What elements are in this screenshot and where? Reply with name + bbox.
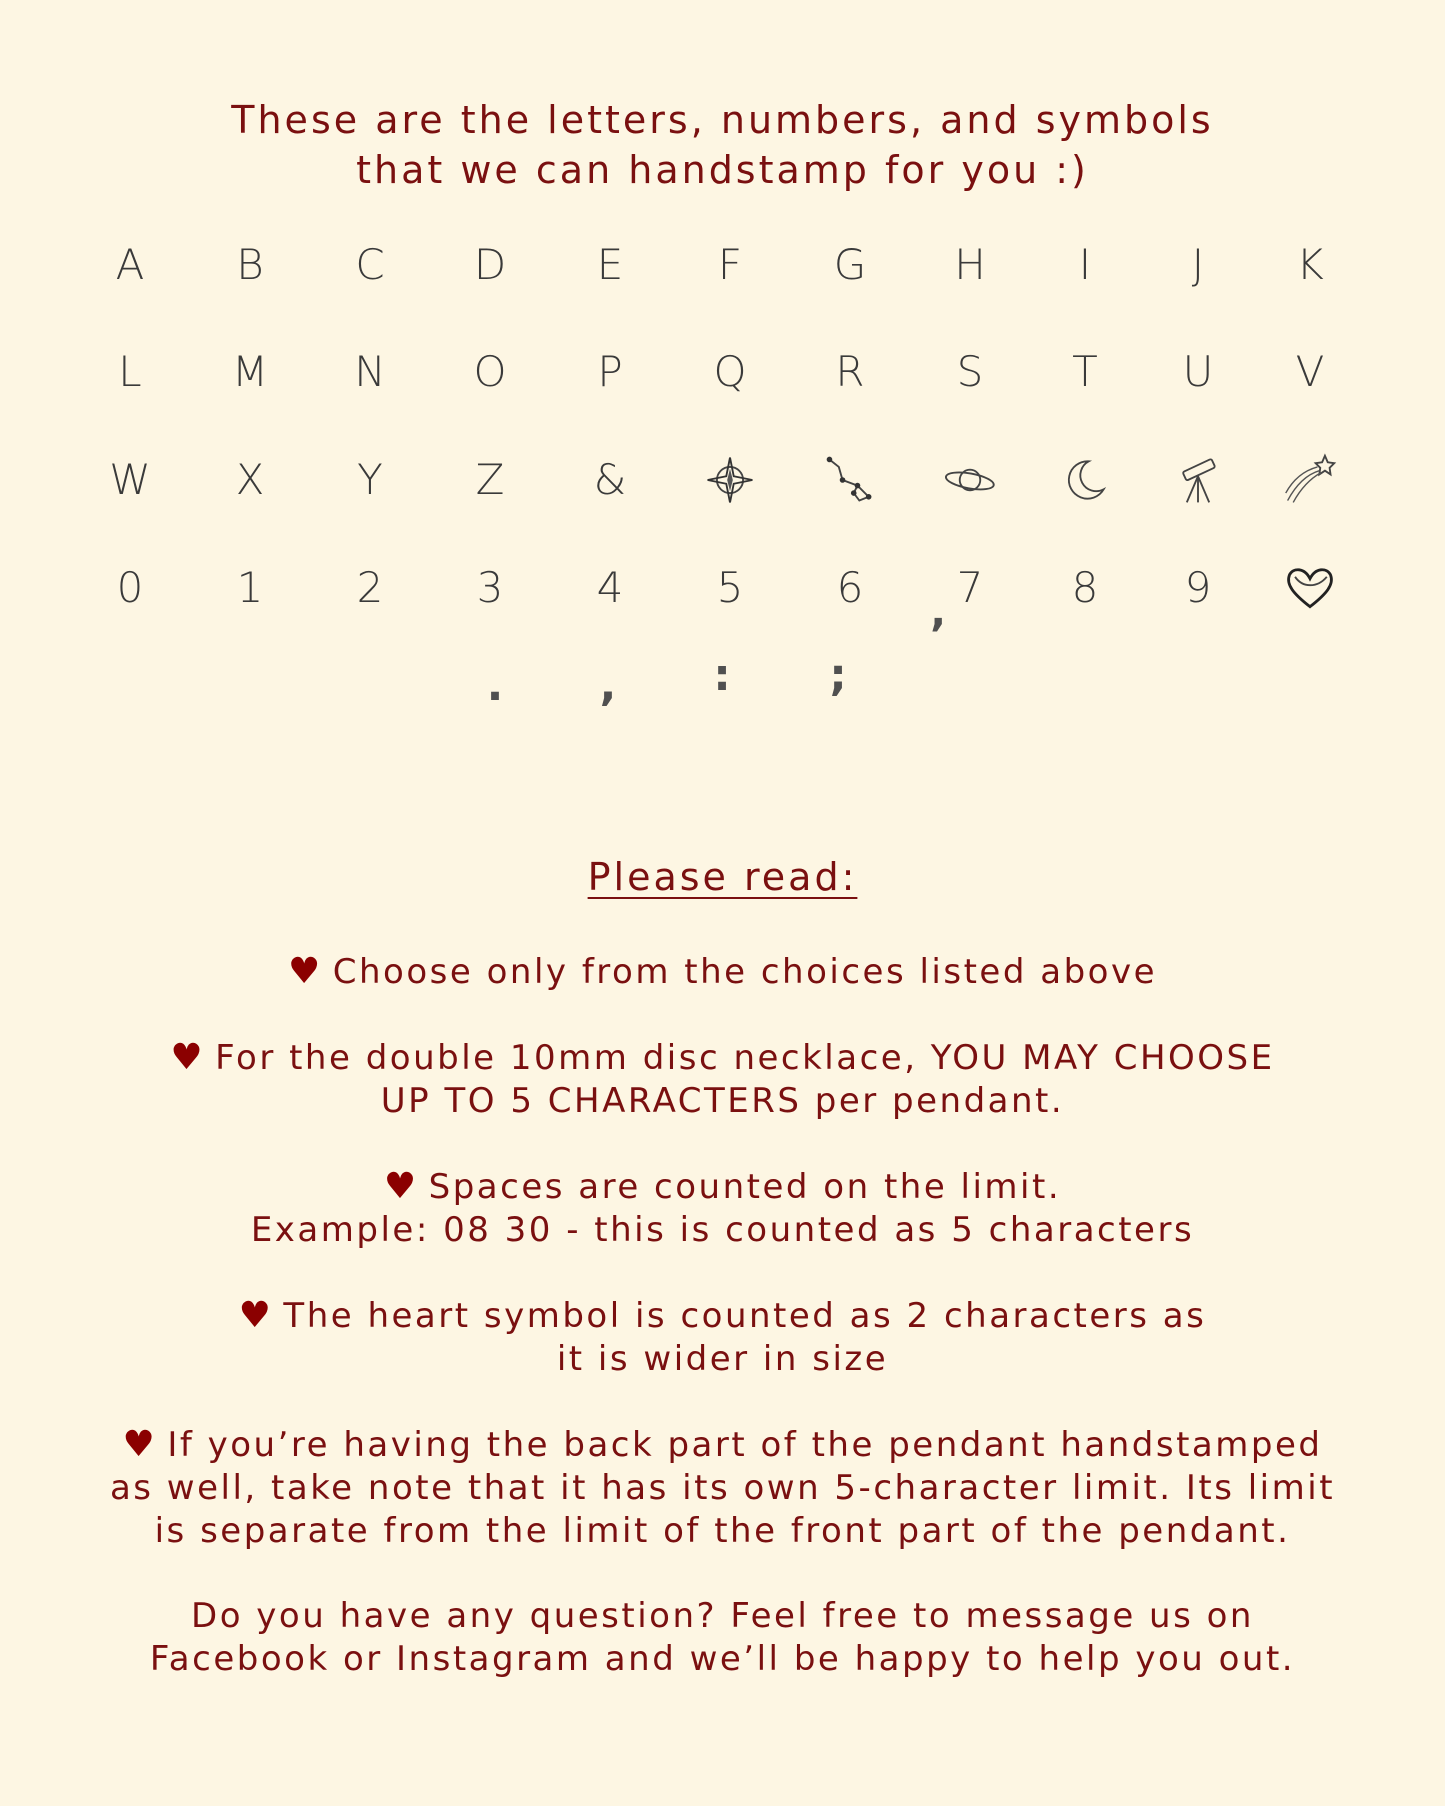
character-glyph: E (596, 240, 624, 289)
character-glyph: 1 (236, 563, 264, 612)
note-line: it is wider in size (556, 1339, 889, 1379)
character-glyph: M (231, 347, 269, 396)
punctuation-glyph: , (599, 660, 617, 711)
compass-icon (690, 450, 770, 510)
character-glyph: 9 (1184, 563, 1212, 612)
character-glyph: C (355, 240, 385, 289)
character-glyph: 5 (716, 563, 744, 612)
note-line: UP TO 5 CHARACTERS per pendant. (380, 1081, 1065, 1121)
note-line: The heart symbol is counted as 2 characters as (283, 1296, 1207, 1336)
heart-bullet-icon: ♥ (170, 1037, 206, 1078)
note-line: Do you have any question? Feel free to message us on (191, 1596, 1254, 1636)
planet-icon (930, 450, 1010, 510)
character-glyph: L (118, 347, 142, 396)
heart-bullet-icon: ♥ (383, 1166, 419, 1207)
heart-bullet-icon: ♥ (287, 951, 323, 992)
punctuation-glyph: : (713, 650, 731, 701)
character-glyph: 7 (956, 563, 984, 612)
note-line: as well, take note that it has its own 5-character limit. Its limit (109, 1468, 1336, 1508)
note-line: is separate from the limit of the front part of the pendant. (154, 1511, 1291, 1551)
shooting-star-icon (1270, 450, 1350, 510)
character-glyph: R (835, 347, 865, 396)
note-item (0, 1423, 1445, 1553)
character-glyph: V (1295, 347, 1325, 396)
character-glyph: Z (475, 455, 505, 504)
character-glyph: 6 (836, 563, 864, 612)
character-glyph: & (593, 455, 627, 504)
constellation-icon (810, 450, 890, 510)
note-line: If you’re having the back part of the pendant handstamped (167, 1425, 1323, 1465)
note-line: Facebook or Instagram and we’ll be happy to help you out. (149, 1639, 1296, 1679)
character-glyph: O (473, 347, 507, 396)
please-read-heading: Please read: (587, 855, 858, 899)
note-item (0, 1165, 1445, 1252)
telescope-icon (1158, 450, 1238, 510)
heart-icon (1270, 558, 1350, 618)
punctuation-glyph: ; (829, 650, 847, 701)
note-line: Spaces are counted on the limit. (428, 1167, 1062, 1207)
character-glyph: 2 (356, 563, 384, 612)
character-glyph: I (1078, 240, 1092, 289)
moon-icon (1045, 450, 1125, 510)
title-line-1: These are the letters, numbers, and symbols (231, 98, 1214, 142)
title-line-2: that we can handstamp for you :) (356, 148, 1089, 192)
character-glyph: D (473, 240, 507, 289)
note-line: Choose only from the choices listed above (332, 952, 1157, 992)
note-item (0, 1294, 1445, 1381)
character-glyph: 0 (116, 563, 144, 612)
character-glyph: H (954, 240, 986, 289)
character-glyph: 4 (596, 563, 624, 612)
notes-list (0, 950, 1445, 1723)
character-glyph: N (354, 347, 386, 396)
note-item (0, 950, 1445, 994)
note-item (0, 1595, 1445, 1681)
character-glyph: Y (357, 455, 383, 504)
character-glyph: B (236, 240, 264, 289)
character-glyph: K (1296, 240, 1324, 289)
character-glyph: U (1182, 347, 1214, 396)
note-item (0, 1036, 1445, 1123)
character-glyph: 8 (1071, 563, 1099, 612)
punctuation-glyph: ’ (929, 610, 947, 661)
punctuation-glyph: . (486, 660, 504, 711)
character-glyph: P (597, 347, 623, 396)
character-glyph: S (956, 347, 984, 396)
heart-bullet-icon: ♥ (238, 1295, 274, 1336)
character-glyph: Q (713, 347, 747, 396)
character-glyph: 3 (476, 563, 504, 612)
note-line: For the double 10mm disc necklace, YOU MAY CHOOSE (215, 1038, 1275, 1078)
character-grid (0, 0, 1445, 800)
character-glyph: A (115, 240, 145, 289)
character-glyph: T (1072, 347, 1098, 396)
character-glyph: J (1191, 240, 1205, 289)
note-line: Example: 08 30 - this is counted as 5 characters (250, 1210, 1195, 1250)
character-glyph: F (717, 240, 743, 289)
character-glyph: X (235, 455, 265, 504)
character-glyph: W (109, 455, 151, 504)
character-glyph: G (833, 240, 867, 289)
heart-bullet-icon: ♥ (122, 1424, 158, 1465)
